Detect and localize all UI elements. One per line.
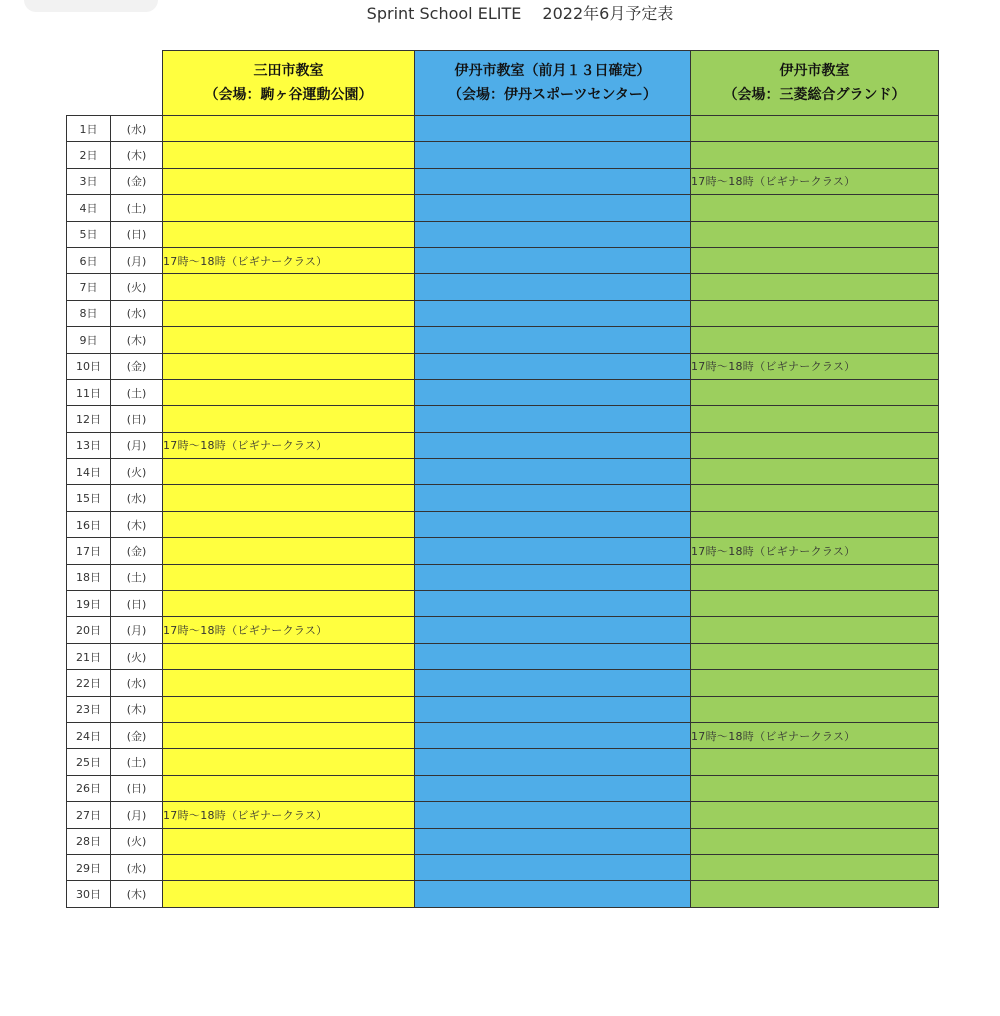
day-cell: 14日: [67, 459, 111, 485]
sanda-slot-cell: [163, 722, 415, 748]
weekday-cell: (金): [111, 722, 163, 748]
itami-mitsubishi-slot-cell: 17時～18時（ビギナークラス）: [691, 168, 939, 194]
sanda-slot-cell: [163, 485, 415, 511]
itami-mitsubishi-slot-cell: [691, 511, 939, 537]
schedule-row: [67, 485, 939, 511]
itami-mitsubishi-slot-cell: [691, 564, 939, 590]
sanda-slot-cell: [163, 353, 415, 379]
itami-sports-slot-cell: [415, 353, 691, 379]
sanda-slot-cell: [163, 591, 415, 617]
itami-sports-slot-cell: [415, 828, 691, 854]
sanda-slot-cell: [163, 274, 415, 300]
schedule-row: [67, 221, 939, 247]
weekday-cell: (土): [111, 564, 163, 590]
sanda-slot-cell: [163, 459, 415, 485]
itami-mitsubishi-slot-cell: 17時～18時（ビギナークラス）: [691, 538, 939, 564]
itami-mitsubishi-slot-cell: [691, 142, 939, 168]
itami-mitsubishi-slot-cell: [691, 828, 939, 854]
schedule-row: [67, 828, 939, 854]
sanda-slot-cell: 17時～18時（ビギナークラス）: [163, 802, 415, 828]
itami-mitsubishi-slot-cell: 17時～18時（ビギナークラス）: [691, 722, 939, 748]
weekday-cell: (月): [111, 802, 163, 828]
day-cell: 2日: [67, 142, 111, 168]
itami-sports-slot-cell: [415, 802, 691, 828]
schedule-row: [67, 854, 939, 880]
itami-mitsubishi-slot-cell: [691, 485, 939, 511]
day-cell: 16日: [67, 511, 111, 537]
schedule-row: [67, 511, 939, 537]
day-cell: 19日: [67, 591, 111, 617]
sanda-slot-cell: [163, 195, 415, 221]
itami-sports-slot-cell: [415, 722, 691, 748]
schedule-row: [67, 670, 939, 696]
itami-mitsubishi-slot-cell: [691, 591, 939, 617]
weekday-cell: (月): [111, 432, 163, 458]
header-itami-sports-venue: （会場：伊丹スポーツセンター）: [448, 87, 657, 103]
itami-sports-slot-cell: [415, 379, 691, 405]
sanda-slot-cell: 17時～18時（ビギナークラス）: [163, 617, 415, 643]
day-cell: 4日: [67, 195, 111, 221]
schedule-row: [67, 696, 939, 722]
weekday-cell: (木): [111, 696, 163, 722]
schedule-row: [67, 195, 939, 221]
itami-mitsubishi-slot-cell: [691, 696, 939, 722]
schedule-row: [67, 274, 939, 300]
itami-mitsubishi-slot-cell: [691, 854, 939, 880]
sanda-slot-cell: [163, 379, 415, 405]
day-cell: 1日: [67, 116, 111, 142]
day-cell: 27日: [67, 802, 111, 828]
itami-mitsubishi-slot-cell: [691, 670, 939, 696]
weekday-cell: (木): [111, 511, 163, 537]
sanda-slot-cell: 17時～18時（ビギナークラス）: [163, 247, 415, 273]
schedule-row: [67, 722, 939, 748]
weekday-cell: (水): [111, 854, 163, 880]
header-itami-mitsubishi-venue: （会場：三菱総合グランド）: [723, 87, 906, 103]
weekday-cell: (日): [111, 221, 163, 247]
header-itami-sports-name: 伊丹市教室（前月１３日確定）: [454, 63, 651, 79]
header-itami-mitsubishi-name: 伊丹市教室: [779, 63, 850, 79]
itami-mitsubishi-slot-cell: 17時～18時（ビギナークラス）: [691, 353, 939, 379]
weekday-cell: (土): [111, 195, 163, 221]
day-cell: 26日: [67, 775, 111, 801]
sanda-slot-cell: [163, 406, 415, 432]
sanda-slot-cell: [163, 168, 415, 194]
day-cell: 8日: [67, 300, 111, 326]
sanda-slot-cell: [163, 221, 415, 247]
itami-sports-slot-cell: [415, 168, 691, 194]
day-cell: 21日: [67, 643, 111, 669]
weekday-cell: (火): [111, 828, 163, 854]
weekday-cell: (木): [111, 142, 163, 168]
itami-mitsubishi-slot-cell: [691, 749, 939, 775]
itami-sports-slot-cell: [415, 274, 691, 300]
schedule-row: [67, 802, 939, 828]
schedule-row: [67, 353, 939, 379]
itami-mitsubishi-slot-cell: [691, 379, 939, 405]
itami-sports-slot-cell: [415, 116, 691, 142]
day-cell: 11日: [67, 379, 111, 405]
itami-mitsubishi-slot-cell: [691, 775, 939, 801]
itami-sports-slot-cell: [415, 643, 691, 669]
day-cell: 18日: [67, 564, 111, 590]
weekday-cell: (木): [111, 327, 163, 353]
itami-sports-slot-cell: [415, 749, 691, 775]
schedule-row: [67, 459, 939, 485]
schedule-body: [67, 116, 939, 908]
itami-sports-slot-cell: [415, 854, 691, 880]
document-title: Sprint School ELITE 2022年6月予定表: [366, 4, 674, 23]
weekday-cell: (金): [111, 353, 163, 379]
day-cell: 13日: [67, 432, 111, 458]
schedule-table: [66, 50, 939, 908]
itami-mitsubishi-slot-cell: [691, 247, 939, 273]
itami-sports-slot-cell: [415, 221, 691, 247]
schedule-row: [67, 749, 939, 775]
schedule-row: [67, 247, 939, 273]
day-cell: 25日: [67, 749, 111, 775]
day-cell: 28日: [67, 828, 111, 854]
schedule-row: [67, 168, 939, 194]
itami-sports-slot-cell: [415, 511, 691, 537]
schedule-row: [67, 142, 939, 168]
header-row: [67, 51, 939, 116]
schedule-row: [67, 300, 939, 326]
schedule-row: [67, 538, 939, 564]
itami-sports-slot-cell: [415, 564, 691, 590]
day-cell: 29日: [67, 854, 111, 880]
day-cell: 15日: [67, 485, 111, 511]
weekday-cell: (木): [111, 881, 163, 907]
weekday-cell: (日): [111, 775, 163, 801]
itami-sports-slot-cell: [415, 327, 691, 353]
itami-sports-slot-cell: [415, 195, 691, 221]
schedule-row: [67, 564, 939, 590]
schedule-row: [67, 617, 939, 643]
schedule-row: [67, 116, 939, 142]
itami-mitsubishi-slot-cell: [691, 195, 939, 221]
weekday-cell: (火): [111, 643, 163, 669]
weekday-cell: (日): [111, 591, 163, 617]
header-itami-sports-classroom: [415, 51, 691, 116]
itami-sports-slot-cell: [415, 538, 691, 564]
weekday-cell: (水): [111, 116, 163, 142]
header-sanda-name: 三田市教室: [253, 63, 324, 79]
day-cell: 7日: [67, 274, 111, 300]
itami-sports-slot-cell: [415, 775, 691, 801]
itami-mitsubishi-slot-cell: [691, 617, 939, 643]
itami-sports-slot-cell: [415, 485, 691, 511]
itami-mitsubishi-slot-cell: [691, 643, 939, 669]
sanda-slot-cell: [163, 775, 415, 801]
sanda-slot-cell: [163, 538, 415, 564]
itami-mitsubishi-slot-cell: [691, 300, 939, 326]
day-cell: 3日: [67, 168, 111, 194]
itami-sports-slot-cell: [415, 617, 691, 643]
weekday-cell: (月): [111, 247, 163, 273]
itami-sports-slot-cell: [415, 300, 691, 326]
itami-mitsubishi-slot-cell: [691, 459, 939, 485]
sanda-slot-cell: [163, 670, 415, 696]
sanda-slot-cell: [163, 116, 415, 142]
itami-mitsubishi-slot-cell: [691, 406, 939, 432]
day-cell: 5日: [67, 221, 111, 247]
sanda-slot-cell: [163, 643, 415, 669]
sanda-slot-cell: [163, 881, 415, 907]
weekday-cell: (水): [111, 670, 163, 696]
weekday-cell: (土): [111, 379, 163, 405]
sanda-slot-cell: [163, 564, 415, 590]
sanda-slot-cell: [163, 142, 415, 168]
weekday-cell: (日): [111, 406, 163, 432]
sanda-slot-cell: [163, 749, 415, 775]
itami-sports-slot-cell: [415, 881, 691, 907]
day-cell: 9日: [67, 327, 111, 353]
itami-mitsubishi-slot-cell: [691, 221, 939, 247]
schedule-row: [67, 327, 939, 353]
itami-sports-slot-cell: [415, 670, 691, 696]
sanda-slot-cell: [163, 300, 415, 326]
sanda-slot-cell: [163, 828, 415, 854]
itami-sports-slot-cell: [415, 142, 691, 168]
itami-mitsubishi-slot-cell: [691, 327, 939, 353]
weekday-cell: (水): [111, 485, 163, 511]
itami-mitsubishi-slot-cell: [691, 116, 939, 142]
schedule-row: [67, 775, 939, 801]
day-cell: 10日: [67, 353, 111, 379]
itami-mitsubishi-slot-cell: [691, 432, 939, 458]
weekday-cell: (水): [111, 300, 163, 326]
header-blank-day: [67, 51, 111, 116]
day-cell: 6日: [67, 247, 111, 273]
schedule-row: [67, 432, 939, 458]
header-itami-mitsubishi-classroom: [691, 51, 939, 116]
day-cell: 24日: [67, 722, 111, 748]
weekday-cell: (金): [111, 538, 163, 564]
itami-mitsubishi-slot-cell: [691, 802, 939, 828]
schedule-row: [67, 643, 939, 669]
header-blank-dow: [111, 51, 163, 116]
weekday-cell: (土): [111, 749, 163, 775]
itami-sports-slot-cell: [415, 591, 691, 617]
itami-sports-slot-cell: [415, 247, 691, 273]
weekday-cell: (金): [111, 168, 163, 194]
schedule-row: [67, 406, 939, 432]
header-sanda-classroom: [163, 51, 415, 116]
day-cell: 17日: [67, 538, 111, 564]
itami-sports-slot-cell: [415, 432, 691, 458]
day-cell: 30日: [67, 881, 111, 907]
itami-mitsubishi-slot-cell: [691, 881, 939, 907]
weekday-cell: (火): [111, 274, 163, 300]
sanda-slot-cell: [163, 696, 415, 722]
schedule-row: [67, 591, 939, 617]
day-cell: 12日: [67, 406, 111, 432]
itami-sports-slot-cell: [415, 696, 691, 722]
schedule-row: [67, 881, 939, 907]
itami-mitsubishi-slot-cell: [691, 274, 939, 300]
sanda-slot-cell: [163, 327, 415, 353]
header-sanda-venue: （会場：駒ヶ谷運動公園）: [204, 87, 373, 103]
day-cell: 22日: [67, 670, 111, 696]
itami-sports-slot-cell: [415, 459, 691, 485]
weekday-cell: (月): [111, 617, 163, 643]
itami-sports-slot-cell: [415, 406, 691, 432]
sanda-slot-cell: [163, 511, 415, 537]
weekday-cell: (火): [111, 459, 163, 485]
day-cell: 23日: [67, 696, 111, 722]
sanda-slot-cell: 17時～18時（ビギナークラス）: [163, 432, 415, 458]
day-cell: 20日: [67, 617, 111, 643]
schedule-row: [67, 379, 939, 405]
sanda-slot-cell: [163, 854, 415, 880]
